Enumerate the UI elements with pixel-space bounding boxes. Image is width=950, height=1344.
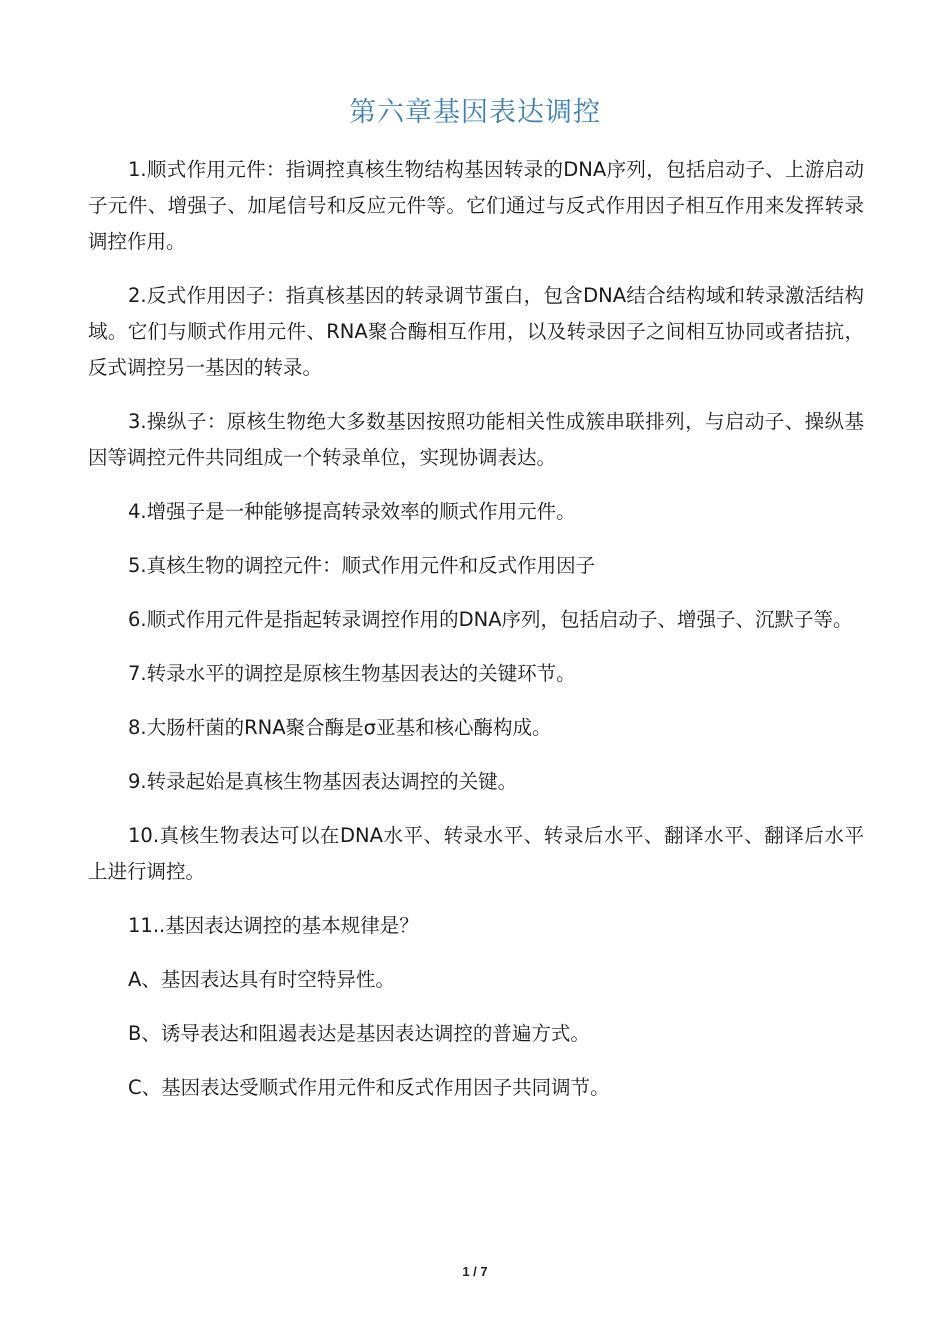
paragraph-1: 1.顺式作用元件：指调控真核生物结构基因转录的DNA序列，包括启动子、上游启动子元件、增强子、加尾信号和反应元件等。它们通过与反式作用因子相互作用来发挥转录调控作用。 <box>88 158 864 253</box>
page-title: 第六章基因表达调控 <box>349 97 601 128</box>
paragraph-8: 8.大肠杆菌的RNA聚合酶是σ亚基和核心酶构成。 <box>128 716 552 739</box>
page-number: 1 / 7 <box>462 1264 488 1279</box>
answer-a: A、基因表达具有时空特异性。 <box>128 968 395 991</box>
paragraph-9: 9.转录起始是真核生物基因表达调控的关键。 <box>128 770 518 793</box>
paragraph-4: 4.增强子是一种能够提高转录效率的顺式作用元件。 <box>128 500 576 523</box>
question-11: 11..基因表达调控的基本规律是？ <box>128 914 419 937</box>
paragraph-5: 5.真核生物的调控元件：顺式作用元件和反式作用因子 <box>128 554 596 577</box>
paragraph-2: 2.反式作用因子：指真核基因的转录调节蛋白，包含DNA结合结构域和转录激活结构域。它们与顺式作用元件、RNA聚合酶相互作用，以及转录因子之间相互协同或者拮抗，反式调控另一基因的转录。 <box>88 284 864 379</box>
answer-b: B、诱导表达和阻遏表达是基因表达调控的普遍方式。 <box>128 1022 590 1045</box>
paragraph-7: 7.转录水平的调控是原核生物基因表达的关键环节。 <box>128 662 576 685</box>
answer-c: C、基因表达受顺式作用元件和反式作用因子共同调节。 <box>128 1076 610 1099</box>
paragraph-3: 3.操纵子：原核生物绝大多数基因按照功能相关性成簇串联排列，与启动子、操纵基因等调控元件共同组成一个转录单位，实现协调表达。 <box>88 410 864 469</box>
paragraph-6: 6.顺式作用元件是指起转录调控作用的DNA序列，包括启动子、增强子、沉默子等。 <box>128 608 853 631</box>
paragraph-10: 10.真核生物表达可以在DNA水平、转录水平、转录后水平、翻译水平、翻译后水平上进行调控。 <box>88 824 864 883</box>
document-body <box>88 152 864 1124</box>
